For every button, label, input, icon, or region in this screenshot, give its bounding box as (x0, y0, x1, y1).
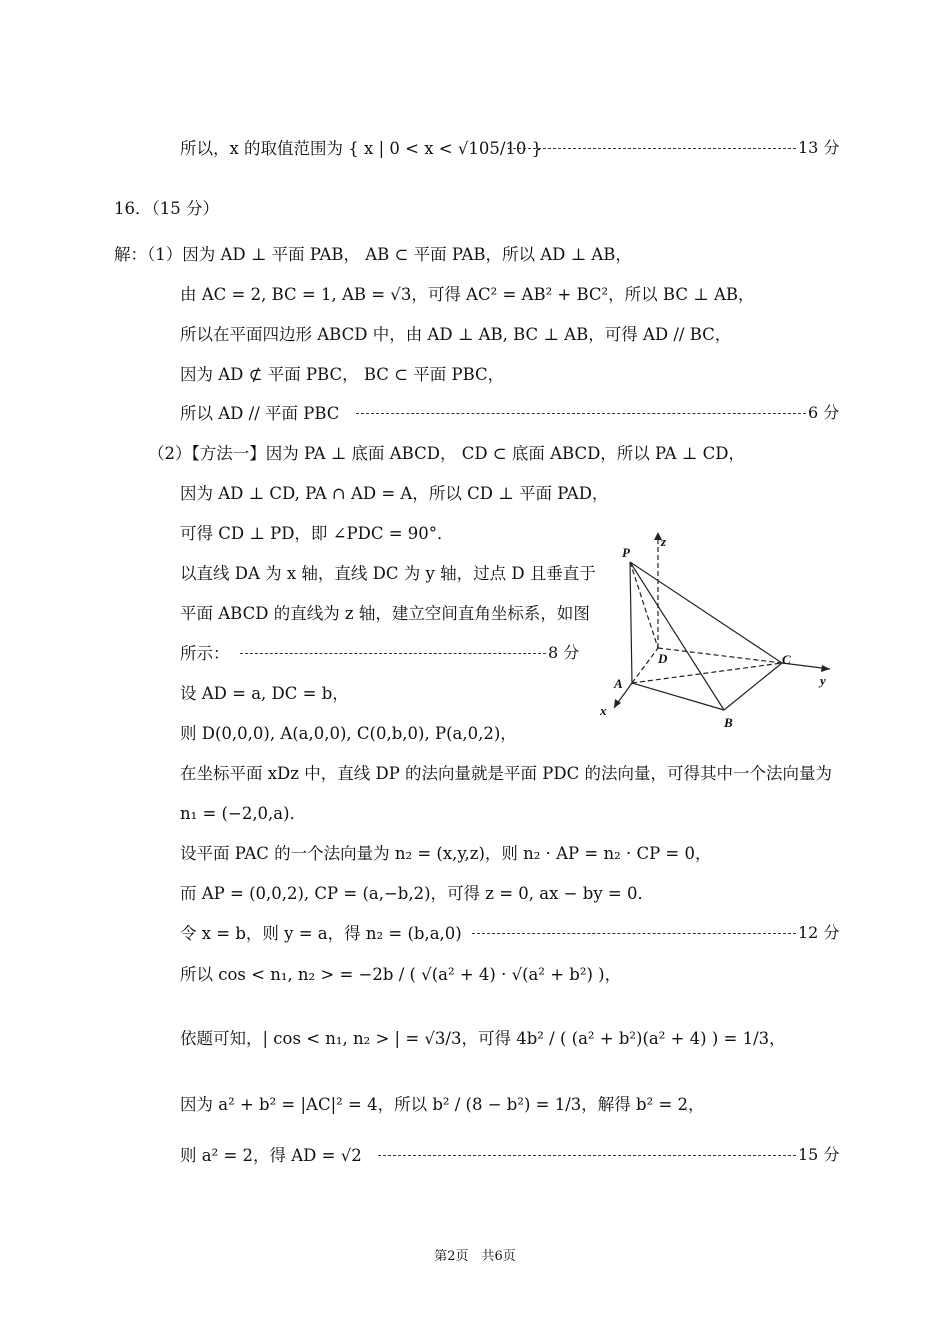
score-leader (378, 1155, 796, 1156)
solution-part2-line15: 依题可知，| cos < n₁, n₂ > | = √3/3，可得 4b² / ( (a² + b²)(a² + 4) ) = 1/3， (180, 1029, 786, 1048)
solution-part2-line5: 平面 ABCD 的直线为 z 轴，建立空间直角坐标系，如图 (180, 604, 590, 623)
label-C: C (782, 652, 791, 667)
solution-part2-line2: 因为 AD ⊥ CD, PA ∩ AD = A，所以 CD ⊥ 平面 PAD， (180, 484, 609, 503)
edge-AD (632, 648, 658, 683)
score-13: 13 分 (798, 138, 840, 157)
score-leader (472, 933, 796, 934)
solution-part1-line2: 由 AC = 2, BC = 1, AB = √3，可得 AC² = AB² + BC²，所以 BC ⊥ AB， (180, 285, 755, 304)
solution-part2-line16: 因为 a² + b² = |AC|² = 4，所以 b² / (8 − b²) = 1/3，解得 b² = 2， (180, 1095, 705, 1114)
range-conclusion: 所以，x 的取值范围为 { x | 0 < x < √105/10 } (180, 139, 543, 158)
label-D: D (658, 651, 668, 666)
solution-part1-line3: 所以在平面四边形 ABCD 中，由 AD ⊥ AB, BC ⊥ AB，可得 AD // BC， (180, 325, 732, 344)
solution-part2-line8: 则 D(0,0,0), A(a,0,0), C(0,b,0), P(a,0,2)， (180, 724, 517, 743)
label-A: A (614, 676, 623, 691)
edge-PA (630, 562, 632, 683)
solution-part2-line9: 在坐标平面 xDz 中，直线 DP 的法向量就是平面 PDC 的法向量，可得其中一个法向量为 (180, 764, 832, 783)
score-leader (356, 413, 806, 414)
label-x: x (600, 703, 607, 718)
solution-part2-line4: 以直线 DA 为 x 轴，直线 DC 为 y 轴，过点 D 且垂直于 (180, 564, 596, 583)
solution-part2-line17: 则 a² = 2，得 AD = √2 (180, 1146, 362, 1165)
score-15: 15 分 (798, 1145, 840, 1164)
solution-part2-line3: 可得 CD ⊥ PD，即 ∠PDC = 90°． (180, 524, 454, 543)
solution-part2-line1: （2）【方法一】因为 PA ⊥ 底面 ABCD， CD ⊂ 底面 ABCD，所以 PA ⊥ CD， (148, 444, 745, 463)
solution-part2-line13: 令 x = b，则 y = a，得 n₂ = (b,a,0) (180, 924, 462, 943)
edge-BC (724, 663, 782, 710)
label-z: z (661, 534, 667, 549)
solution-part2-line14: 所以 cos < n₁, n₂ > = −2b / ( √(a² + 4) · √(a² + b²) )， (180, 965, 622, 984)
solution-part1-line4: 因为 AD ⊄ 平面 PBC， BC ⊂ 平面 PBC， (180, 365, 505, 384)
problem-16-heading: 16．（15 分） (114, 199, 219, 218)
edge-AC (632, 663, 782, 683)
pyramid-figure (592, 530, 842, 740)
score-leader (240, 653, 546, 654)
page-footer: 第2页 共6页 (434, 1249, 516, 1264)
edge-AB (632, 683, 724, 710)
score-leader (508, 148, 796, 149)
label-P: P (622, 545, 630, 560)
edge-PD (630, 562, 658, 648)
solution-part1-line1: 解：（1）因为 AD ⊥ 平面 PAB， AB ⊂ 平面 PAB，所以 AD ⊥ AB， (114, 245, 632, 264)
edge-PC (630, 562, 782, 663)
solution-part1-line5: 所以 AD // 平面 PBC (180, 404, 340, 423)
label-B: B (724, 715, 733, 730)
solution-part2-line11: 设平面 PAC 的一个法向量为 n₂ = (x,y,z)，则 n₂ · AP = n₂ · CP = 0， (180, 844, 712, 863)
solution-part2-line7: 设 AD = a, DC = b， (180, 684, 349, 703)
solution-part2-line6: 所示： (180, 644, 230, 663)
score-12: 12 分 (798, 923, 840, 942)
score-6: 6 分 (808, 403, 840, 422)
axis-y-arrow (821, 665, 830, 672)
label-y: y (820, 673, 826, 688)
solution-part2-line12: 而 AP = (0,0,2), CP = (a,−b,2)，可得 z = 0, ax − by = 0． (180, 884, 654, 903)
edge-PB (630, 562, 724, 710)
score-8: 8 分 (548, 643, 580, 662)
solution-part2-line10: n₁ = (−2,0,a)． (180, 804, 307, 823)
